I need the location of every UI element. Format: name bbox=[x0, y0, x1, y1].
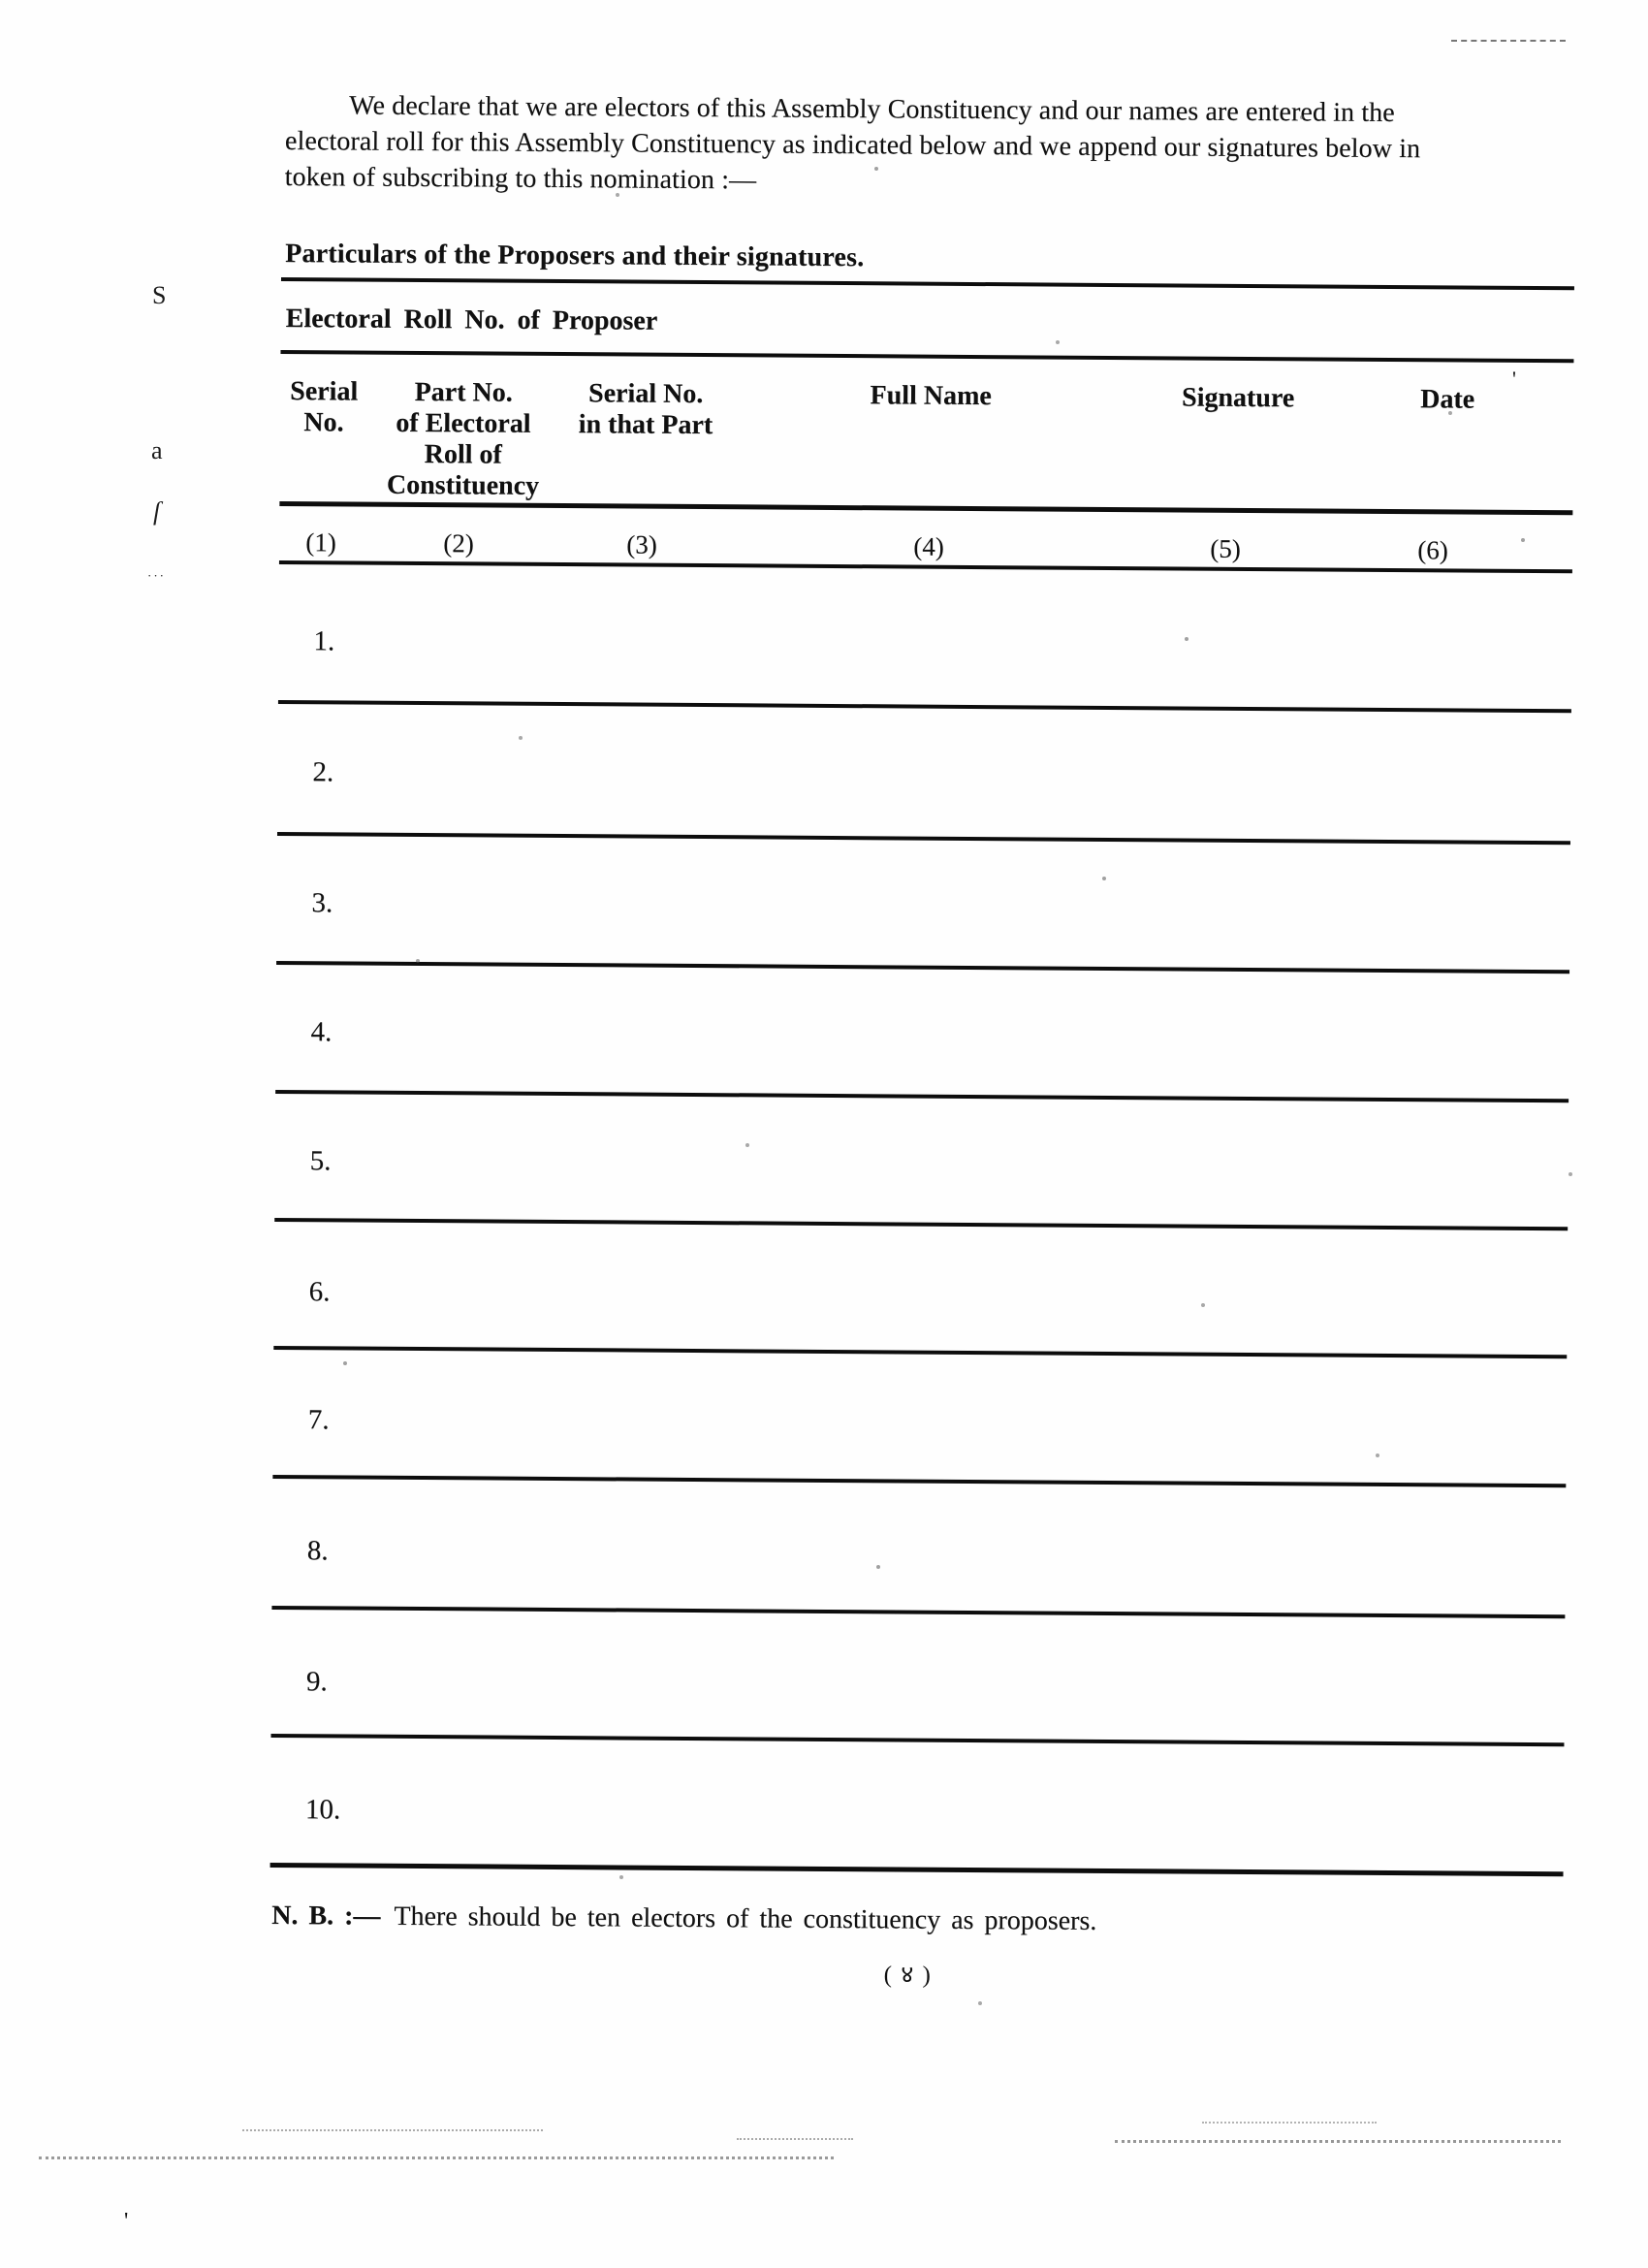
index-divider bbox=[279, 560, 1572, 573]
column-index-4: (4) bbox=[913, 531, 944, 561]
row-serial-9: 9. bbox=[305, 1666, 328, 1698]
column-header-signature: Signature bbox=[1181, 382, 1295, 414]
row-serial-4: 4. bbox=[310, 1016, 333, 1048]
table-bottom-rule bbox=[270, 1863, 1564, 1876]
row-serial-2: 2. bbox=[312, 756, 334, 788]
row-divider-7 bbox=[272, 1475, 1566, 1487]
column-header-serial-in-part: Serial No. in that Part bbox=[578, 378, 713, 441]
heading-divider bbox=[281, 277, 1574, 290]
column-index-5: (5) bbox=[1210, 533, 1241, 563]
column-index-2: (2) bbox=[443, 528, 474, 559]
stray-apostrophe-near-date: ' bbox=[1512, 367, 1516, 391]
row-serial-6: 6. bbox=[308, 1276, 331, 1308]
scan-noise-band-upper-right bbox=[1202, 2122, 1377, 2124]
row-divider-8 bbox=[271, 1606, 1565, 1618]
row-divider-2 bbox=[277, 832, 1570, 845]
nb-note bbox=[271, 1901, 1096, 1937]
nb-note-text: There should be ten electors of the constituency as proposers. bbox=[394, 1901, 1097, 1936]
column-index-1: (1) bbox=[305, 527, 336, 558]
margin-stray-mark-f: ſ bbox=[153, 497, 161, 526]
scan-noise-band-upper-left bbox=[242, 2129, 543, 2131]
scan-noise-band-left bbox=[39, 2156, 834, 2159]
row-serial-8: 8. bbox=[306, 1535, 329, 1567]
scan-noise-band-center bbox=[737, 2138, 853, 2140]
column-index-6: (6) bbox=[1417, 535, 1448, 565]
header-divider bbox=[279, 501, 1572, 515]
row-divider-9 bbox=[270, 1734, 1564, 1746]
declaration-paragraph: We declare that we are electors of this Assembly Constituency and our names are entered in the electoral roll for this Assembly Constituency as indicated below and we append our signatures below in token of subscribing to this nomination :— bbox=[284, 90, 1421, 196]
row-serial-5: 5. bbox=[309, 1145, 332, 1177]
column-header-part-no: Part No. of Electoral Roll of Constituency bbox=[386, 376, 540, 501]
scan-specks bbox=[0, 0, 2, 2]
section-heading: Particulars of the Proposers and their signatures. bbox=[285, 239, 865, 273]
column-header-date: Date bbox=[1420, 384, 1475, 415]
caption-divider bbox=[280, 350, 1573, 363]
row-serial-10: 10. bbox=[304, 1794, 341, 1826]
row-serial-1: 1. bbox=[313, 625, 335, 657]
nb-note-label: N. B. :— bbox=[271, 1900, 381, 1932]
margin-stray-mark-a: a bbox=[151, 436, 163, 464]
column-index-3: (3) bbox=[626, 529, 657, 559]
row-divider-4 bbox=[275, 1090, 1569, 1102]
row-serial-7: 7. bbox=[307, 1404, 330, 1436]
row-divider-6 bbox=[273, 1346, 1567, 1358]
margin-stray-mark-s: S bbox=[152, 281, 167, 309]
margin-stray-dots: ··· bbox=[147, 568, 166, 583]
table-caption: Electoral Roll No. of Proposer bbox=[285, 303, 658, 336]
stray-tick-bottom-left: ' bbox=[124, 2209, 129, 2234]
column-header-full-name: Full Name bbox=[870, 380, 992, 412]
row-divider-1 bbox=[278, 700, 1571, 713]
row-divider-5 bbox=[274, 1218, 1568, 1230]
row-serial-3: 3. bbox=[311, 887, 333, 919]
page-number: ( ४ ) bbox=[883, 1962, 931, 1989]
row-divider-3 bbox=[276, 961, 1569, 974]
column-header-serial-no: Serial No. bbox=[290, 376, 359, 438]
scan-noise-band-right bbox=[1115, 2140, 1561, 2143]
scan-artifact-dash-top-right bbox=[1451, 40, 1566, 42]
